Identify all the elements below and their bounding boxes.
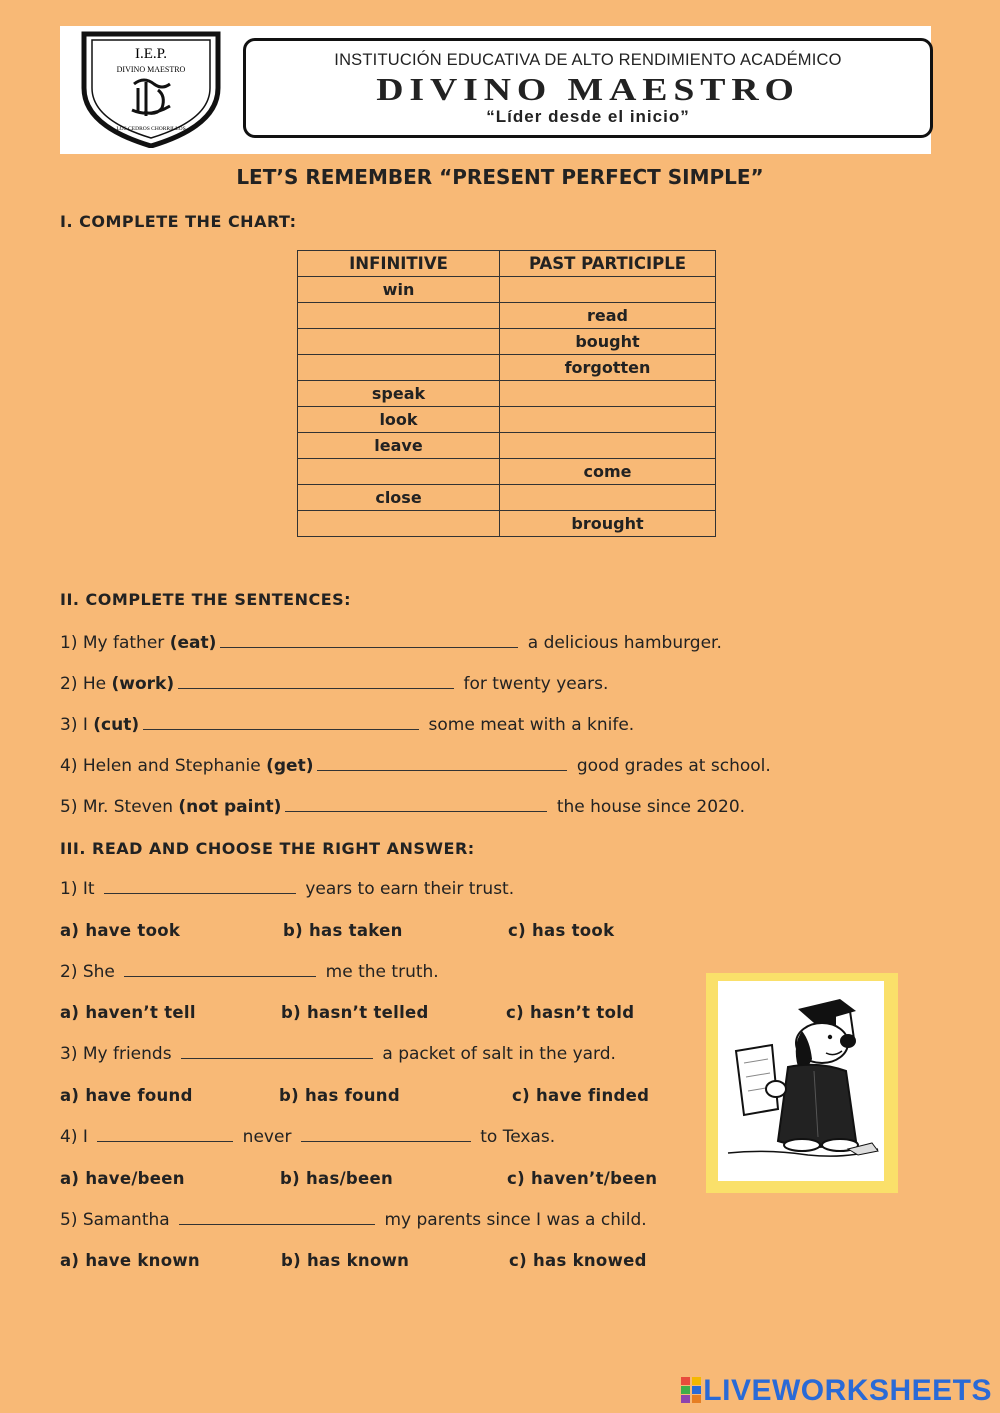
q5-option-a[interactable]: a) have known — [60, 1251, 200, 1270]
table-row — [298, 407, 716, 433]
table-row — [298, 381, 716, 407]
infinitive-cell[interactable] — [298, 355, 500, 381]
question-3: 3) My friends a packet of salt in the yard. — [60, 1044, 616, 1064]
q4-option-c[interactable]: c) haven’t/been — [507, 1169, 658, 1188]
question-5: 5) Samantha my parents since I was a child. — [60, 1210, 647, 1230]
school-header — [60, 26, 931, 154]
table-row — [298, 459, 716, 485]
svg-text:DIVINO MAESTRO: DIVINO MAESTRO — [116, 65, 186, 74]
q3-option-c[interactable]: c) have finded — [512, 1086, 650, 1105]
svg-text:LOS CEDROS CHORRILLOS: LOS CEDROS CHORRILLOS — [116, 126, 186, 132]
worksheet-title: LET’S REMEMBER “PRESENT PERFECT SIMPLE” — [236, 165, 764, 189]
participle-cell[interactable] — [500, 381, 716, 407]
infinitive-cell[interactable] — [298, 303, 500, 329]
participle-cell: brought — [500, 511, 716, 537]
participle-cell: read — [500, 303, 716, 329]
q1-option-a[interactable]: a) have took — [60, 921, 181, 940]
verb-chart — [297, 250, 716, 537]
q5-option-b[interactable]: b) has known — [281, 1251, 410, 1270]
section-3-heading: III. READ AND CHOOSE THE RIGHT ANSWER: — [60, 839, 475, 858]
question-2: 2) She me the truth. — [60, 962, 439, 982]
sentence-3: 3) I (cut) some meat with a knife. — [60, 715, 635, 735]
infinitive-cell: close — [298, 485, 500, 511]
sentence-2: 2) He (work) for twenty years. — [60, 674, 609, 694]
answer-blank[interactable] — [179, 1210, 375, 1225]
q2-option-a[interactable]: a) haven’t tell — [60, 1003, 196, 1022]
answer-blank[interactable] — [285, 797, 547, 812]
snoopy-graduate-icon — [718, 981, 884, 1181]
table-row — [298, 433, 716, 459]
section-2-heading: II. COMPLETE THE SENTENCES: — [60, 590, 352, 609]
participle-cell[interactable] — [500, 407, 716, 433]
answer-blank[interactable] — [220, 633, 518, 648]
sentence-5: 5) Mr. Steven (not paint) the house since 2020. — [60, 797, 746, 817]
q3-option-a[interactable]: a) have found — [60, 1086, 193, 1105]
answer-blank[interactable] — [181, 1044, 373, 1059]
table-row — [298, 303, 716, 329]
liveworksheets-brand: LIVEWORKSHEETS — [681, 1374, 992, 1408]
q3-option-b[interactable]: b) has found — [279, 1086, 400, 1105]
infinitive-cell: speak — [298, 381, 500, 407]
participle-cell[interactable] — [500, 485, 716, 511]
participle-cell[interactable] — [500, 433, 716, 459]
table-row — [298, 277, 716, 303]
participle-cell: come — [500, 459, 716, 485]
infinitive-cell: win — [298, 277, 500, 303]
infinitive-cell: leave — [298, 433, 500, 459]
participle-cell[interactable] — [500, 277, 716, 303]
answer-blank[interactable] — [317, 756, 567, 771]
institution-name: INSTITUCIÓN EDUCATIVA DE ALTO RENDIMIENTO ACADÉMICO — [334, 51, 842, 69]
q1-option-b[interactable]: b) has taken — [283, 921, 403, 940]
infinitive-cell[interactable] — [298, 511, 500, 537]
sentence-4: 4) Helen and Stephanie (get) good grades at school. — [60, 756, 771, 776]
table-row — [298, 485, 716, 511]
q2-option-b[interactable]: b) hasn’t telled — [281, 1003, 429, 1022]
answer-blank[interactable] — [124, 962, 316, 977]
answer-blank[interactable] — [97, 1127, 233, 1142]
column-header-infinitive: INFINITIVE — [298, 251, 500, 277]
school-motto: “Líder desde el inicio” — [486, 107, 690, 126]
table-row — [298, 329, 716, 355]
svg-text:I.E.P.: I.E.P. — [134, 46, 168, 62]
graduate-dog-illustration — [706, 973, 898, 1193]
participle-cell: bought — [500, 329, 716, 355]
participle-cell: forgotten — [500, 355, 716, 381]
sentence-1: 1) My father (eat) a delicious hamburger. — [60, 633, 722, 653]
answer-blank[interactable] — [301, 1127, 471, 1142]
liveworksheets-logo-icon — [681, 1377, 701, 1403]
answer-blank[interactable] — [143, 715, 419, 730]
infinitive-cell: look — [298, 407, 500, 433]
question-1: 1) It years to earn their trust. — [60, 879, 515, 899]
school-brand-name: DIVINO MAESTRO — [376, 71, 800, 107]
table-row — [298, 511, 716, 537]
q1-option-c[interactable]: c) has took — [508, 921, 615, 940]
table-row — [298, 355, 716, 381]
answer-blank[interactable] — [104, 879, 296, 894]
q4-option-b[interactable]: b) has/been — [280, 1169, 394, 1188]
q5-option-c[interactable]: c) has knowed — [509, 1251, 647, 1270]
column-header-past-participle: PAST PARTICIPLE — [500, 251, 716, 277]
question-4: 4) I never to Texas. — [60, 1127, 556, 1147]
q2-option-c[interactable]: c) hasn’t told — [506, 1003, 635, 1022]
q4-option-a[interactable]: a) have/been — [60, 1169, 185, 1188]
infinitive-cell[interactable] — [298, 459, 500, 485]
section-1-heading: I. COMPLETE THE CHART: — [60, 212, 297, 231]
institution-banner — [243, 38, 933, 138]
answer-blank[interactable] — [178, 674, 454, 689]
infinitive-cell[interactable] — [298, 329, 500, 355]
